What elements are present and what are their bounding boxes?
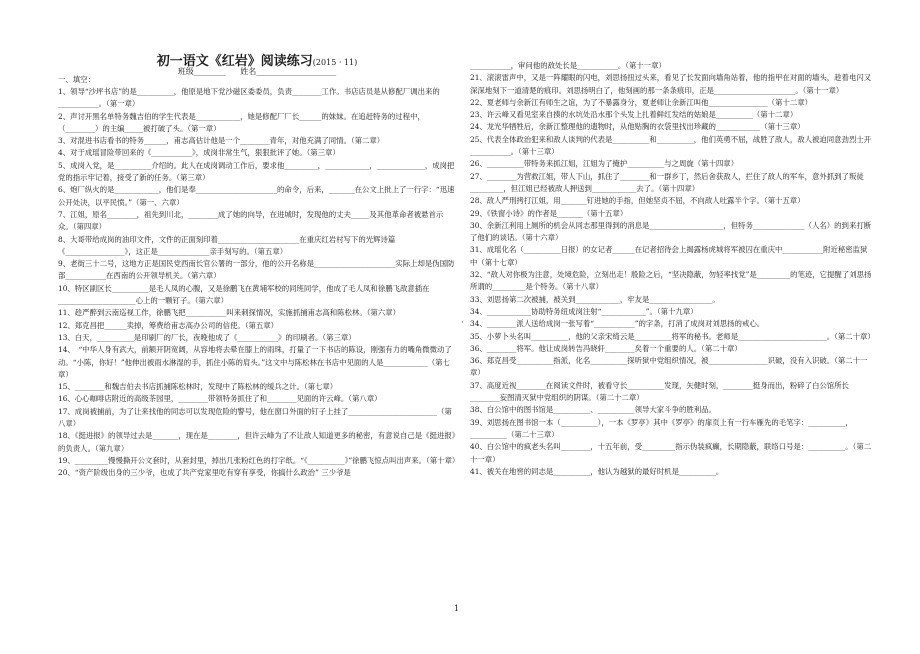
question-item: 22、夏老师与余新江有师生之谊，为了不暴露身分，夏老师让余新江叫他________________（第十二章） [470, 97, 812, 107]
question-item: 6、炮厂纵火的是____________，他们是奉______________________的命令，后来，_______在公文上批上了一行字：“迅速公开处决，以平民愤。”（第一、六章） [58, 185, 455, 207]
margin-dot: · [461, 318, 464, 327]
question-item: 28、敌人严刑拷打江姐，用_______钉进她的手指，但她坚贞不屈，不向敌人吐露半个字。（第十五章） [470, 196, 805, 206]
question-item: 32、“敌人对你极为注意，处境危险，立刻出走！殷险之后，“坚决隐蔽，勿轻率找党”是_________的笔迹，它提醒了刘思扬所谓的_________是个特务。（第十八章） [470, 270, 872, 292]
question-item: 36、郑克昌受__________指派，化名__________探听狱中党组织情况，被________________识破，没有入识破。（第二十一章） [470, 356, 868, 378]
left-question-list [58, 86, 460, 480]
question-item: 25、代表全体政治犯来和敌人谈判的代表是__________和__________，他们英勇不屈，战胜了敌人，敌人被迫同意劲烈士开___________。（第十三章） [470, 134, 872, 157]
question-item: 14、 “中华人身有武大，前额开阴宽阔，从容地将去晕在膝上的雨珠，打量了一下书店的陈设，刚强有力的嘴角微微动了动。“小陈，你好！”他伸出被雨水淋湿的手，抓住小陈的肩头。”这文中与陈松林在书店中见面的人是____________（第七章） [58, 345, 452, 379]
question-item: 23、许云峰又看见室来自揍的水坑处沿水那个头发上扎着鲜红发结的姑娘是__________（第十二章） [470, 110, 798, 120]
question-item: 1、领导“沙坪书店”的是__________，他原是地下党沙磁区委委员，负责________工作。书店店员是从修配厂调出来的___________。（第一章） [58, 87, 440, 109]
question-item: 12、郑克昌把______卖掉，筹费给甫志高办公司的信使。（第五章） [58, 320, 279, 330]
question-item: 36、________将军。他让成岗转告冯晓轩________矣着一个重要的人。（第二十章） [470, 343, 742, 353]
question-item: 19、_________慢慢撕开公文套时，从套封里，掉出几张粉红色的打字纸。“《__________》”徐鹏飞惊点叫出声来。（第十章） [58, 455, 460, 465]
question-item: 10、特区副区长__________是毛人凤的心腹，又是徐鹏飞在黄埔军校的同班同学，他成了毛人凤和徐鹏飞敌意插在_____________________心上的一颗钉子。（第六章） [58, 283, 430, 306]
section-heading: 一、填空： [58, 75, 95, 84]
question-item: 18、《挺进报》的领导过去是_______，现在是________，但许云峰为了不让敌人知道更多的秘密，有意说自己是《挺进报》的负责人。（第九章） [58, 431, 456, 453]
question-item: 26、__________带特务来抓江姐，江姐为了掩护__________与之周旋（第十四章） [470, 159, 739, 169]
class-label: 班级________ [177, 67, 226, 76]
question-item: 5、成岗入党，是__________介绍的。此人在成岗调动工作后，要求他_________，____________，_____________，成岗把党的指示牢记着，接受了新的任务。（第三章） [58, 160, 455, 183]
name-label: 姓名____________________ [240, 67, 337, 76]
question-item: 29、《铁窗小诗》的作者是_______（第十五章） [470, 208, 628, 218]
question-item: 41、被关在地窖的同志是__________，他认为越狱的最好时机是__________。 [470, 466, 724, 476]
question-item: 34、____________协助特务纽成岗注射“____________”。（第十九章） [470, 306, 698, 316]
page-number: 1 [454, 604, 460, 613]
question-item: 3、对混进书店看书的特务______，甫志高估计他是一个________青年，对他充满了同情。（第二章） [58, 136, 385, 146]
question-item: 8、大哥带给成岗的油印文件，文件的正面刻印着______________________在重庆红岩村写下的光辉诗篇《________________》，这正是______________亲手刻写的。（第五章） [58, 234, 396, 256]
question-item: ___________，审问他的敌处长是___________。（第十一章） [470, 61, 666, 70]
question-item: 15、________和魏吉伯去书店抓捕陈松林时，发现中了陈松林的缓兵之计。（第七章） [58, 382, 338, 392]
question-item: 24、龙光华牺牲后，余新江整理他的遗物时，从他贴胸的衣袋里找出珍藏的____________（第十三章） [470, 122, 805, 132]
question-item: 17、成岗被捕前，为了让来找他的同志可以发现危险的警号，他在窗口外面的钉子上挂了________________________（第八章） [58, 406, 452, 429]
question-item: 13、白天，__________是印刷厂的厂长，夜晚他成了《___________》的印刷者。（第三章） [58, 332, 356, 342]
question-item: 38、白公馆中的图书馆是__________、__________领导大家斗争的胜利品。 [470, 405, 716, 415]
question-item: 37、高度近视________在阅读文件时，被看守长__________发现，矢健时刻，________挺身而出，粉碎了白公馆所长________妄图清灭狱中党组织的阴谋。（第二十二章） [470, 380, 849, 403]
question-item: 11、趁严醉到云南巡视工作，徐鹏飞把___________叫来刺探情况，实施抓捕甫志高和陈松林。（第六章） [58, 308, 400, 318]
question-item: 7、江姐，原名________，祖先到川北，________成了她的向导，在进城时，发现他的丈夫_____及其他革命者被悬首示众。（第四章） [58, 209, 444, 232]
question-item: 39、刘思扬在图书馆一本（__________），一本《罗亭》其中《罗亭》的扉页上有一行车雁先的毛笔字：__________，__________（第二十三章） [470, 417, 853, 439]
question-item: 27、________为营救江姐，带人下山，抓住了________和一群乡丁，然后舍获敌人，拦住了敌人的军车，意外抓到了叛徒_________，但江姐已经被敌人押送到____________去了。（第十四章） [470, 171, 864, 193]
question-item: 30、余新江利用上厕所的机会从同志那里得到的消息是____________________，但特务______________（人名）的到来打断了他们的谈话。（第十六章） [470, 220, 872, 243]
question-item: 40、白公馆中的疯老头名叫________，十五年前，受_________指示伪装疯癫，长期隐蔽，联络口号是：__________。（第二十一章） [470, 442, 872, 464]
question-item: 35、小萝卜头名叫__________，他的父亲宋绮云是__________将军的秘书。老师是________________________。（第二十章） [470, 331, 875, 341]
student-info-line [58, 66, 456, 77]
title-text: 初一语文《红岩》阅读练习 [156, 54, 313, 69]
question-item: 2、声讨开黑名单特务魏吉伯的学生代表是____________，她是修配厂厂长______的妹妹。在追赶特务的过程中，（________）的主编_____被打破了头。（第一章） [58, 111, 425, 133]
question-item: 9、老街三十二号，这地方正是国民党西南长官公署的一部分，他的公开名称是______________________实际上却是伪国防部___________在西南的公开领导机关。（第六章） [58, 259, 455, 281]
question-item: 31、成瑶化名（__________日报）的女记者______在记者招待会上揭露杨虎城将军被囚在重庆中___________附近秘密监狱中（第十七章） [470, 245, 868, 267]
question-item: 20、“资产阶级出身的三少爷，也成了共产党家里吃有穿有享受，你搞什么政治” 三少爷是 [58, 468, 351, 478]
question-item: 16、心心咖啡店附近的高级茶园里，________带领特务抓住了和________见面的许云峰。（第八章） [58, 394, 382, 404]
right-question-list [470, 60, 875, 478]
question-item: 4、对于成瑶冒险带回来的《___________》，成岗非常生气，狠狠批评了她。（第三章） [58, 148, 340, 158]
title-date: (2015 · 11) [312, 58, 358, 67]
question-item: 21、滚滚雷声中，又是一阵耀眼的闪电，刘思扬扭过头来，看见了长发面向墙角站着，他的指甲在对面的墙头，趁着电闪又深深地刻下一道清楚的痕印。刘思扬明白了，他刻画的那一条条痕印，正是______________________。（第十一章） [470, 73, 872, 95]
question-item: 34、________派人送给成岗一张写着“___________”的字条，打消了成岗对刘思扬的戒心。 [470, 319, 765, 329]
question-item: 33、刘思扬第二次被捕，被关到____________，牢友是_________________。 [470, 294, 720, 304]
